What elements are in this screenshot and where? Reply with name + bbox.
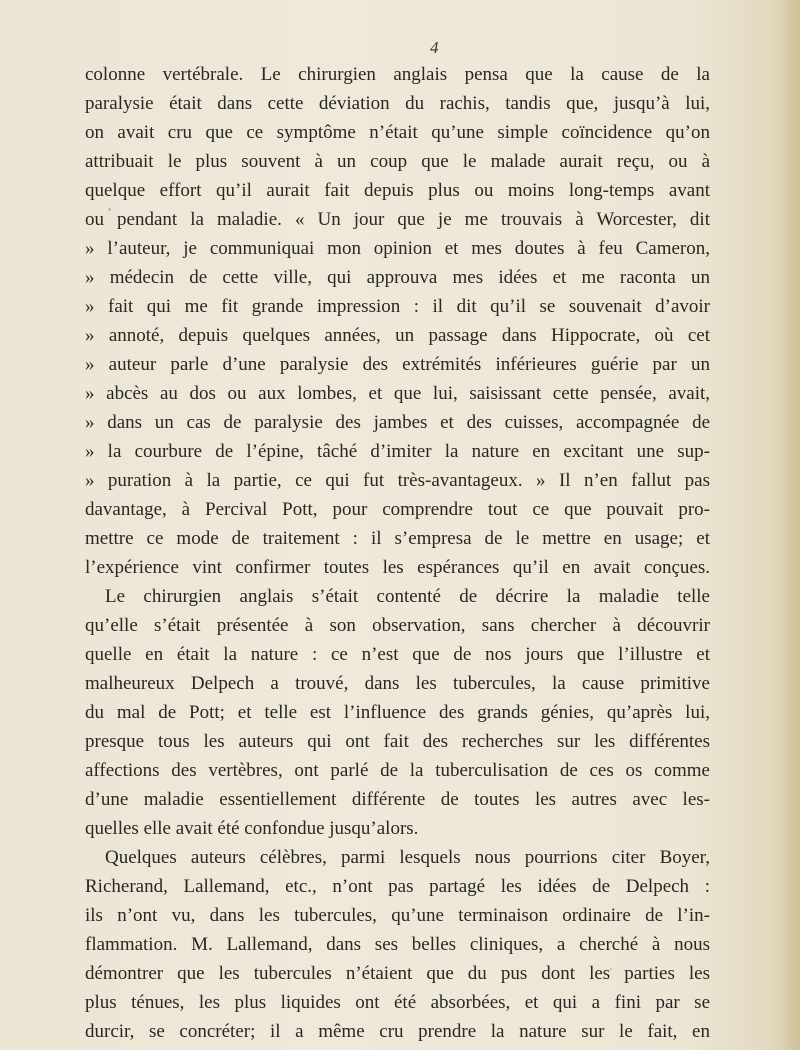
text-line: plus ténues, les plus liquides ont été absorbées, et qui a fini par se (85, 992, 710, 1013)
text-line: Richerand, Lallemand, etc., n’ont pas partagé les idées de Delpech : (85, 876, 710, 897)
text-line: Le chirurgien anglais s’était contenté de décrire la maladie telle (105, 586, 710, 607)
text-line: attribuait le plus souvent à un coup que le malade aurait reçu, ou à (85, 151, 710, 172)
text-line: » auteur parle d’une paralysie des extrémités inférieures guérie par un (85, 354, 710, 375)
text-line: » fait qui me fit grande impression : il dit qu’il se souvenait d’avoir (85, 296, 710, 317)
text-line: presque tous les auteurs qui ont fait des recherches sur les différentes (85, 731, 710, 752)
text-line: » abcès au dos ou aux lombes, et que lui, saisissant cette pensée, avait, (85, 383, 710, 404)
text-line: » médecin de cette ville, qui approuva mes idées et me raconta un (85, 267, 710, 288)
text-line: durcir, se concréter; il a même cru prendre la nature sur le fait, en (85, 1021, 710, 1042)
text-line: quelle en était la nature : ce n’est que de nos jours que l’illustre et (85, 644, 710, 665)
text-line: » puration à la partie, ce qui fut très-avantageux. » Il n’en fallut pas (85, 470, 710, 491)
text-line: » annoté, depuis quelques années, un passage dans Hippocrate, où cet (85, 325, 710, 346)
text-line: malheureux Delpech a trouvé, dans les tubercules, la cause primitive (85, 673, 710, 694)
paper-speck (610, 968, 612, 970)
text-line: flammation. M. Lallemand, dans ses belles cliniques, a cherché à nous (85, 934, 710, 955)
text-line: ou pendant la maladie. « Un jour que je me trouvais à Worcester, dit (85, 209, 710, 230)
text-line: démontrer que les tubercules n’étaient que du pus dont les parties les (85, 963, 710, 984)
text-line: quelles elle avait été confondue jusqu’alors. (85, 818, 419, 839)
text-line: mettre ce mode de traitement : il s’empresa de le mettre en usage; et (85, 528, 710, 549)
text-line: » l’auteur, je communiquai mon opinion et mes doutes à feu Cameron, (85, 238, 710, 259)
text-line: colonne vertébrale. Le chirurgien anglais pensa que la cause de la (85, 64, 710, 85)
text-line: qu’elle s’était présentée à son observation, sans chercher à découvrir (85, 615, 710, 636)
text-line: l’expérience vint confirmer toutes les espérances qu’il en avait conçues. (85, 557, 710, 578)
text-line: ils n’ont vu, dans les tubercules, qu’une terminaison ordinaire de l’in- (85, 905, 710, 926)
text-line: » la courbure de l’épine, tâché d’imiter la nature en excitant une sup- (85, 441, 710, 462)
text-line: on avait cru que ce symptôme n’était qu’une simple coïncidence qu’on (85, 122, 710, 143)
text-line: Quelques auteurs célèbres, parmi lesquels nous pourrions citer Boyer, (105, 847, 710, 868)
page-number: 4 (430, 38, 439, 57)
text-line: davantage, à Percival Pott, pour comprendre tout ce que pouvait pro- (85, 499, 710, 520)
paper-speck (440, 505, 442, 507)
page-edge-shadow (778, 0, 800, 1050)
body-text (85, 60, 710, 1046)
text-line: paralysie était dans cette déviation du rachis, tandis que, jusqu’à lui, (85, 93, 710, 114)
text-line: d’une maladie essentiellement différente de toutes les autres avec les- (85, 789, 710, 810)
text-line: du mal de Pott; et telle est l’influence des grands génies, qu’après lui, (85, 702, 710, 723)
paper-speck (108, 208, 111, 211)
text-line: » dans un cas de paralysie des jambes et des cuisses, accompagnée de (85, 412, 710, 433)
text-line: affections des vertèbres, ont parlé de la tuberculisation de ces os comme (85, 760, 710, 781)
text-line: quelque effort qu’il aurait fait depuis plus ou moins long-temps avant (85, 180, 710, 201)
